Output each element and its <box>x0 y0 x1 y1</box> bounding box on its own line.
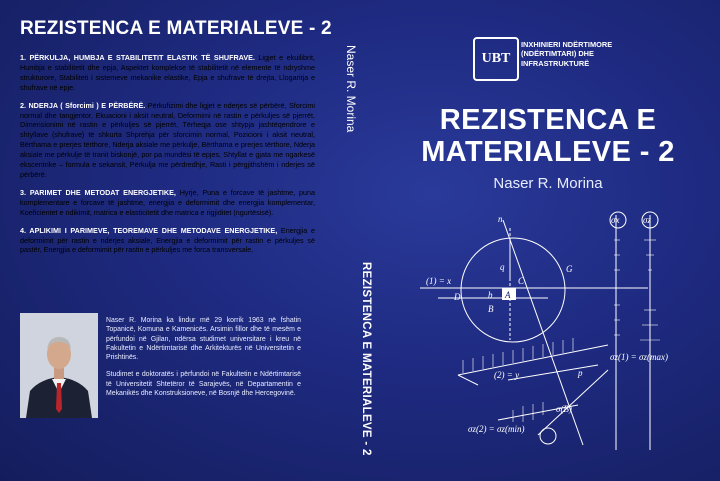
label-b: B <box>488 304 494 314</box>
back-cover-title: REZISTENCA E MATERIALEVE - 2 <box>20 18 332 39</box>
front-cover-title: REZISTENCA E MATERIALEVE - 2 <box>421 104 675 168</box>
label-b-small: b <box>488 290 493 300</box>
back-cover-contents <box>20 53 315 263</box>
author-photo <box>20 313 98 418</box>
label-c: C <box>518 276 525 286</box>
label-a: A <box>505 290 511 300</box>
label-axis-2: (2) = y <box>494 370 520 380</box>
label-d: D <box>454 292 461 302</box>
ubt-logo: UBT <box>473 37 519 81</box>
institution-name: INXHINIERI NDËRTIMORE (NDËRTIMTARI) DHE INFRASTRUKTURË <box>521 40 613 68</box>
author-bio: Naser R. Morina ka lindur më 29 korrik 1963 në fshatin Topanicë, Komuna e Kamenicës. Arsimin fillor dhe të mesëm e përfundoi në Gjilan, ndërsa studimet universitare i kreu në Fakultetin e Ndërtimtarisë dhe Arkitekturës në Universitetin e Prishtinës. Studimet e doktoratës i përfundoi në Fakultetin e Ndërtimtarisë të Universitetit Shtetëror të Sarajevës, në Departamentin e Mekanikës dhe Konstruksioneve, në Bosnjë dhe Hercegovinë. <box>106 317 301 398</box>
label-sz: σz <box>643 215 651 225</box>
contents-item-2: 2. NDERJA ( Sforcimi ) E PËRBËRË. Përkufizimi dhe ligjet e nderjes së përbërë, Sforcimi normal dhe tangjentor, Ekuacioni i aksit neutral, Deformimi në rastin e përkuljes së pjerrët, Dimensionimi në rastin e përkuljes së pjerrët, Tërheqja ose shtypja jashtëqendrore e shtyllave (shufrave) të shkurta Shprehja për sforcimin normal, Pozicioni i aksit neutral, Bërthama e prerjes tërthore, Nderja aksiale me përkulje, Bërthama e prerjes tërthore, Nderja aksiale me përkulje të tranit biskonjë, por pa mundësi të epjes, Shtyllat e gjata me ngarkesë ekscentrike – formula e sekansit, Përkulja me përdredhje, Rasti i përgjithshëm i nderjes së përbërë. <box>20 100 315 179</box>
label-sb: σ(B) <box>556 404 572 414</box>
label-g: G <box>566 264 573 274</box>
label-sx: σx <box>611 215 620 225</box>
label-smax: σz(1) = σz(max) <box>610 352 668 362</box>
label-n: n <box>498 214 503 224</box>
spine-title: REZISTENCA E MATERIALEVE - 2 <box>360 262 372 456</box>
label-p: p <box>578 368 583 378</box>
label-axis-1: (1) = x <box>426 276 452 286</box>
front-cover-author: Naser R. Morina <box>493 175 603 192</box>
contents-item-4: 4. APLIKIMI I PARIMEVE, TEOREMAVE DHE METODAVE ENERGJETIKE, Energjia e deformimit për rastin e nderjes aksiale, Energjia e deformimit për rastin e përkuljes së pastër, Energjia e deformimit për rastin e përkuljes me forca transversale. <box>20 225 315 255</box>
stress-diagram <box>418 210 708 460</box>
label-q: q <box>500 262 505 272</box>
contents-item-3: 3. PARIMET DHE METODAT ENERGJETIKE, Hyrje, Puna e forcave të jashtme, puna komplementare e forcave të jashtme, energjia e deformimit dhe energjia komplementar, Koeficientet e ndikimit, matrica e elasticitetit dhe matrica e rigjiditet (ngurtësisë). <box>20 187 316 217</box>
contents-item-1: 1. PËRKULJA, HUMBJA E STABILITETIT ELASTIK TË SHUFRAVE. Ligjet e ekuilibrit, Humbja e stabilitetit dhe epja, Aspektet komplekse të stabilitetit në elemente të ndryshme strukturore, Stabiliteti i sistemeve mekanike elastike, Epja e shufrave të drejta, Llogaritja e shufrave në epje. <box>20 53 316 92</box>
label-smin: σz(2) = σz(min) <box>468 424 525 434</box>
spine-author: Naser R. Morina <box>344 45 358 133</box>
